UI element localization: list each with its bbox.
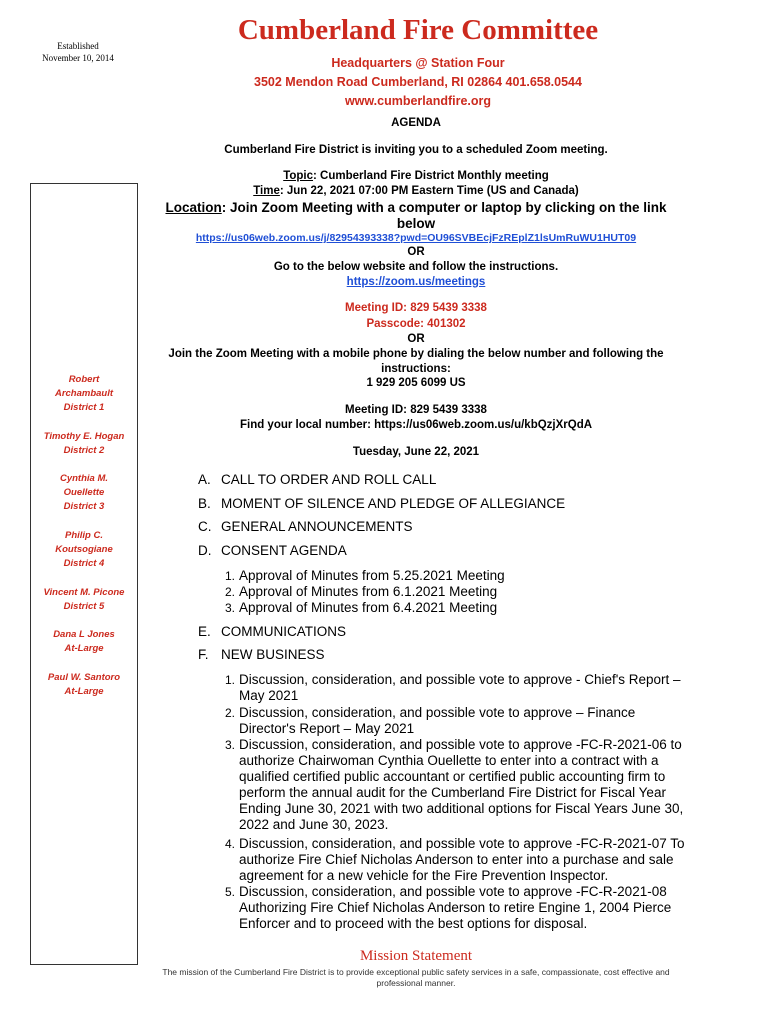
location-value: : Join Zoom Meeting with a computer or laptop by clicking on the link below	[221, 200, 667, 231]
section-label: CALL TO ORDER AND ROLL CALL	[221, 472, 437, 487]
consent-item-1	[215, 568, 685, 584]
phone-number: 1 929 205 6099 US	[366, 377, 466, 389]
consent-item-3	[215, 600, 685, 616]
section-letter: B.	[198, 496, 211, 511]
item-number: 1.	[224, 673, 235, 687]
new-business-item-4	[215, 836, 685, 884]
established-date: Established November 10, 2014	[42, 41, 114, 63]
time-line	[150, 185, 682, 197]
item-number: 3.	[224, 738, 235, 752]
website-link[interactable]: www.cumberlandfire.org	[344, 94, 492, 108]
item-text: Discussion, consideration, and possible vote to approve – Finance Director's Report – May 2021	[239, 705, 636, 736]
meeting-id-red: Meeting ID: 829 5439 3338	[345, 302, 487, 314]
or-divider-1: OR	[407, 246, 425, 258]
page-title: Cumberland Fire Committee	[237, 14, 599, 46]
member-district: District 3	[63, 501, 105, 512]
member-district: District 2	[63, 445, 105, 456]
section-letter: E.	[198, 624, 211, 639]
meeting-id: Meeting ID: 829 5439 3338	[345, 404, 487, 416]
item-text: Discussion, consideration, and possible vote to approve - Chief's Report – May 2021	[239, 672, 681, 703]
mission-text: The mission of the Cumberland Fire District is to provide exceptional public safety services in a safe, compassionate, cost effective and professional manner.	[162, 967, 670, 988]
item-number: 3.	[224, 601, 235, 615]
member-district: District 5	[63, 601, 105, 612]
member-name: Timothy E. Hogan	[43, 431, 125, 442]
section-c	[198, 519, 413, 534]
member-5	[30, 586, 138, 614]
agenda-heading: AGENDA	[391, 117, 441, 129]
item-number: 4.	[224, 837, 235, 851]
invite-text: Cumberland Fire District is inviting you to a scheduled Zoom meeting.	[224, 144, 608, 156]
phone-instructions: Join the Zoom Meeting with a mobile phone by dialing the below number and following the instructions:	[168, 348, 664, 375]
passcode: Passcode: 401302	[366, 318, 466, 330]
member-district: At-Large	[64, 686, 104, 697]
mission-title: Mission Statement	[359, 948, 473, 964]
section-label: NEW BUSINESS	[221, 647, 325, 662]
topic-value: : Cumberland Fire District Monthly meeting	[313, 170, 549, 182]
sidebar-box	[30, 183, 138, 965]
member-3	[30, 472, 138, 514]
member-2	[30, 430, 138, 458]
member-district: At-Large	[64, 643, 104, 654]
local-number: Find your local number: https://us06web.zoom.us/u/kbQzjXrQdA	[239, 419, 593, 431]
zoom-join-link[interactable]: https://us06web.zoom.us/j/82954393338?pwd=OU96SVBEcjFzREplZ1lsUmRuWU1HUT09	[195, 232, 637, 244]
item-text: Approval of Minutes from 6.1.2021 Meeting	[239, 584, 498, 599]
section-d	[198, 543, 347, 558]
section-label: GENERAL ANNOUNCEMENTS	[221, 519, 413, 534]
section-letter: C.	[198, 519, 212, 534]
address-line: 3502 Mendon Road Cumberland, RI 02864 401.658.0544	[254, 75, 582, 89]
item-text: Discussion, consideration, and possible vote to approve -FC-R-2021-07 To authorize Fire Chief Nicholas Anderson to enter into a purchase and sale agreement for a new vehicle for the Fire Prevention Inspector.	[239, 836, 685, 883]
meeting-date: Tuesday, June 22, 2021	[352, 446, 480, 458]
item-number: 5.	[224, 885, 235, 899]
member-district: District 1	[63, 402, 105, 413]
item-text: Approval of Minutes from 5.25.2021 Meeting	[239, 568, 505, 583]
time-value: : Jun 22, 2021 07:00 PM Eastern Time (US and Canada)	[279, 185, 579, 197]
member-name: Philip C. Koutsogiane	[55, 530, 113, 555]
member-name: Robert Archambault	[54, 374, 114, 399]
new-business-item-3	[215, 737, 685, 833]
section-e	[198, 624, 346, 639]
new-business-item-5	[215, 884, 685, 932]
item-number: 1.	[224, 569, 235, 583]
member-6	[30, 628, 138, 656]
member-1	[30, 373, 138, 415]
item-number: 2.	[224, 585, 235, 599]
section-label: COMMUNICATIONS	[221, 624, 346, 639]
new-business-item-1	[215, 672, 685, 704]
location-label: Location	[165, 200, 222, 215]
location-line	[150, 200, 682, 232]
member-name: Cynthia M. Ouellette	[59, 473, 109, 498]
section-a	[198, 472, 436, 487]
section-letter: D.	[198, 543, 212, 558]
time-label: Time	[253, 185, 280, 197]
member-4	[30, 529, 138, 571]
section-letter: F.	[198, 647, 209, 662]
member-7	[30, 671, 138, 699]
member-name: Vincent M. Picone	[43, 587, 125, 598]
section-label: MOMENT OF SILENCE AND PLEDGE OF ALLEGIANCE	[221, 496, 566, 511]
member-district: District 4	[63, 558, 105, 569]
new-business-item-2	[215, 705, 685, 737]
item-text: Approval of Minutes from 6.4.2021 Meeting	[239, 600, 498, 615]
or-divider-2: OR	[407, 333, 425, 345]
topic-label: Topic	[283, 170, 314, 182]
item-text: Discussion, consideration, and possible vote to approve -FC-R-2021-06 to authorize Chairwoman Cynthia Ouellette to enter into a contract with a qualified certified public accountant or certified public accounting firm to perform the annual audit for the Cumberland Fire District for Fiscal Year Ending June 30, 2021 with two additional options for Fiscal Years June 30, 2022 and June 30, 2023.	[239, 737, 684, 832]
consent-item-2	[215, 584, 685, 600]
member-name: Dana L Jones	[53, 629, 115, 640]
item-text: Discussion, consideration, and possible vote to approve -FC-R-2021-08 Authorizing Fire Chief Nicholas Anderson to retire Engine 1, 2004 Pierce Enforcer and to proceed with the best options for disposal.	[239, 884, 672, 931]
section-f	[198, 647, 325, 662]
member-name: Paul W. Santoro	[47, 672, 121, 683]
topic-line	[150, 170, 682, 182]
section-label: CONSENT AGENDA	[221, 543, 347, 558]
section-b	[198, 496, 565, 511]
section-letter: A.	[198, 472, 211, 487]
website-instructions: Go to the below website and follow the instructions.	[273, 261, 559, 273]
headquarters-line: Headquarters @ Station Four	[331, 56, 505, 70]
item-number: 2.	[224, 706, 235, 720]
zoom-meetings-link[interactable]: https://zoom.us/meetings	[346, 276, 486, 288]
